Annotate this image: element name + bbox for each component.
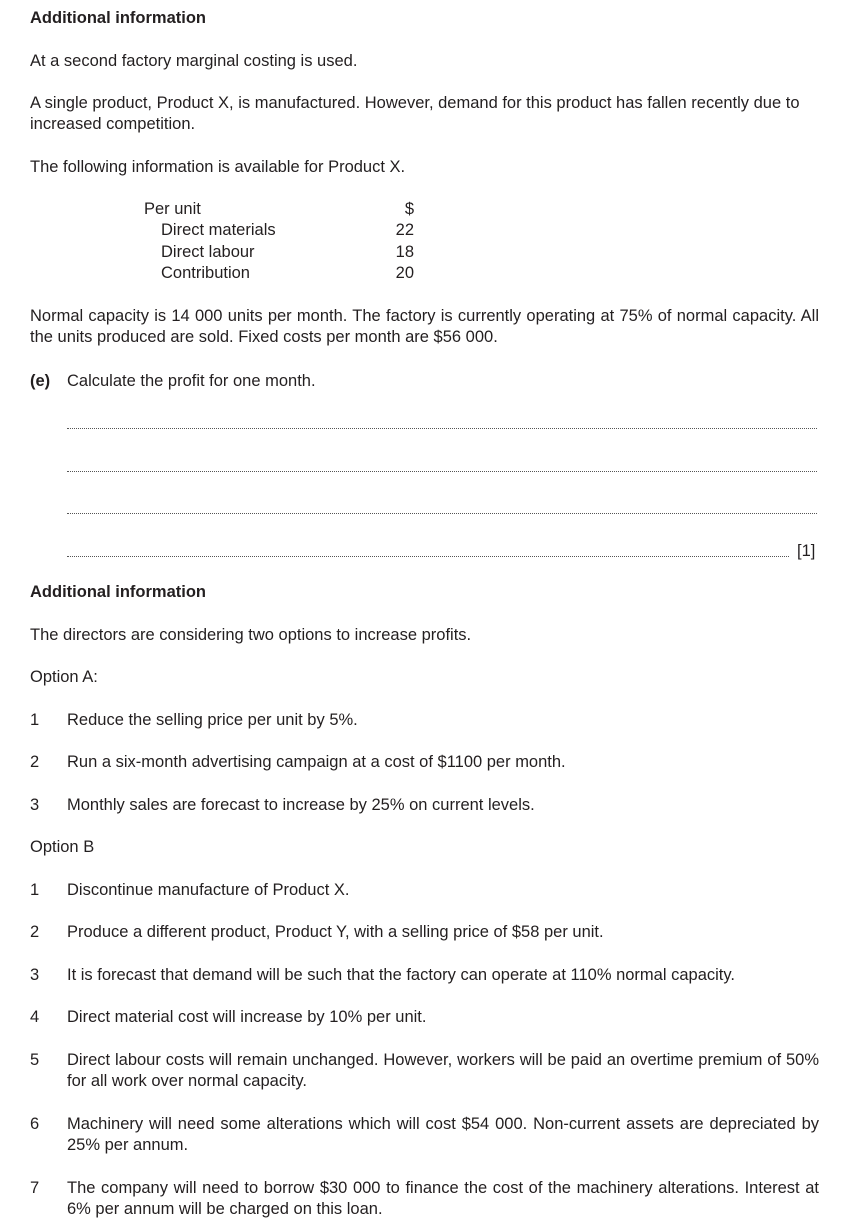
option-a-item-text: Monthly sales are forecast to increase by 25% on current levels. <box>67 796 535 814</box>
cost-row-value: 22 <box>395 221 414 240</box>
option-b-item-text: The company will need to borrow $30 000 to finance the cost of the machinery alterations. Interest at 6% per annum will be charged on this loan. <box>67 1179 819 1218</box>
option-b-item-number: 1 <box>30 881 40 899</box>
option-a-item-text: Run a six-month advertising campaign at a cost of $1100 per month. <box>67 753 566 771</box>
marks-label: [1] <box>797 542 816 560</box>
option-b-item-number: 6 <box>30 1115 40 1133</box>
section-heading-1: Additional information <box>30 9 206 27</box>
cost-row-value: 18 <box>395 242 414 261</box>
option-b-item-text: Direct material cost will increase by 10% per unit. <box>67 1008 427 1026</box>
section-heading-2: Additional information <box>30 583 206 601</box>
option-b-item-text: It is forecast that demand will be such that the factory can operate at 110% normal capacity. <box>67 966 735 984</box>
question-e-text: Calculate the profit for one month. <box>67 372 316 390</box>
option-b-item-number: 4 <box>30 1008 40 1026</box>
answer-line[interactable] <box>67 556 789 557</box>
option-b-item-number: 2 <box>30 923 40 941</box>
answer-line[interactable] <box>67 513 817 514</box>
cost-table-header-unit: $ <box>404 200 414 218</box>
option-a-item-number: 1 <box>30 711 40 729</box>
cost-table <box>144 199 414 284</box>
option-b-item-number: 3 <box>30 966 40 984</box>
info-line: The following information is available for Product X. <box>30 158 406 176</box>
option-a-item-number: 2 <box>30 753 40 771</box>
intro-text: At a second factory marginal costing is used. <box>30 52 358 70</box>
directors-intro: The directors are considering two options to increase profits. <box>30 626 472 644</box>
option-b-item-text: Produce a different product, Product Y, with a selling price of $58 per unit. <box>67 923 604 941</box>
cost-row-label: Direct materials <box>161 221 276 240</box>
answer-line[interactable] <box>67 471 817 472</box>
option-a-item-text: Reduce the selling price per unit by 5%. <box>67 711 358 729</box>
question-e-label: (e) <box>30 372 51 390</box>
capacity-paragraph: Normal capacity is 14 000 units per month. The factory is currently operating at 75% of normal capacity. All the units produced are sold. Fixed costs per month are $56 000. <box>30 307 819 346</box>
option-a-title: Option A: <box>30 668 98 686</box>
answer-line[interactable] <box>67 428 817 429</box>
option-b-item-text: Discontinue manufacture of Product X. <box>67 881 350 899</box>
option-b-item-number: 7 <box>30 1179 40 1197</box>
cost-row-direct-labour <box>144 242 414 263</box>
option-a-item-number: 3 <box>30 796 40 814</box>
product-paragraph: A single product, Product X, is manufactured. However, demand for this product has fallen recently due to increased competition. <box>30 94 800 133</box>
cost-row-label: Contribution <box>161 263 250 282</box>
cost-table-header-label: Per unit <box>144 200 201 218</box>
cost-row-direct-materials <box>144 220 414 241</box>
cost-row-contribution <box>144 263 414 284</box>
cost-row-label: Direct labour <box>161 242 255 261</box>
cost-table-header <box>144 199 414 220</box>
option-b-title: Option B <box>30 838 95 856</box>
option-b-item-number: 5 <box>30 1051 40 1069</box>
cost-row-value: 20 <box>395 263 414 282</box>
option-b-item-text: Direct labour costs will remain unchanged. However, workers will be paid an overtime premium of 50% for all work over normal capacity. <box>67 1051 819 1090</box>
option-b-item-text: Machinery will need some alterations which will cost $54 000. Non-current assets are depreciated by 25% per annum. <box>67 1115 819 1154</box>
